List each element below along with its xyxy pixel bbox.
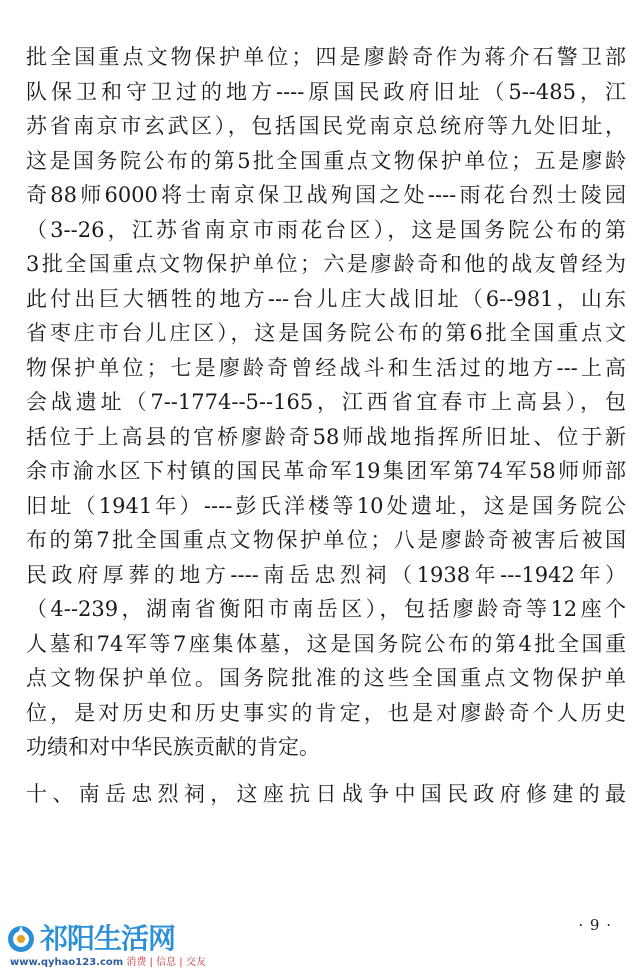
text-line-6: （3--26，江苏省南京市雨花台区），这是国务院公布的第 — [26, 217, 626, 242]
text-line-10: 物保护单位；七是廖龄奇曾经战斗和生活过的地方---上高 — [26, 355, 626, 380]
text-line-19: 点文物保护单位。国务院批准的这些全国重点文物保护单 — [26, 666, 626, 690]
text-line-4: 这是国务院公布的第5批全国重点文物保护单位；五是廖龄 — [26, 148, 626, 173]
text-line-12: 括位于上高县的官桥廖龄奇58师战地指挥所旧址、位于新 — [26, 424, 626, 449]
text-line-14: 旧址（1941年）----彭氏洋楼等10处遗址，这是国务院公 — [26, 493, 626, 518]
text-line-1: 批全国重点文物保护单位；四是廖龄奇作为蒋介石警卫部 — [26, 45, 626, 69]
watermark-logo-icon — [6, 924, 36, 954]
text-line-16: 民政府厚葬的地方----南岳忠烈祠（1938年---1942年） — [26, 562, 626, 587]
watermark-tagline — [10, 956, 226, 970]
text-line-7: 3批全国重点文物保护单位；六是廖龄奇和他的战友曾经为 — [26, 252, 626, 276]
text-line-11: 会战遗址（7--1774--5--165，江西省宜春市上高县），包 — [26, 390, 626, 414]
text-line-2: 队保卫和守卫过的地方----原国民政府旧址（5--485，江 — [26, 79, 626, 104]
text-line-8: 此付出巨大牺牲的地方---台儿庄大战旧址（6--981，山东 — [26, 286, 626, 311]
text-line-20: 位，是对历史和历史事实的肯定，也是对廖龄奇个人历史 — [26, 700, 626, 725]
watermark-brand: 祁阳生活网 — [40, 922, 176, 955]
text-line-13: 余市渝水区下村镇的国民革命军19集团军第74军58师师部 — [26, 459, 626, 483]
text-line-5: 奇88师6000将士南京保卫战殉国之处----雨花台烈士陵园 — [26, 183, 626, 207]
text-line-3: 苏省南京市玄武区），包括国民党南京总统府等九处旧址， — [26, 114, 626, 138]
text-line-21: 功绩和对中华民族贡献的肯定。 — [26, 735, 320, 759]
text-line-9: 省枣庄市台儿庄区），这是国务院公布的第6批全国重点文 — [26, 321, 626, 345]
section-heading: 十、南岳忠烈祠，这座抗日战争中国民政府修建的最 — [26, 781, 626, 806]
text-line-18: 人墓和74军等7座集体墓，这是国务院公布的第4批全国重 — [26, 631, 626, 656]
text-line-15: 布的第7批全国重点文物保护单位；八是廖龄奇被害后被国 — [26, 528, 626, 552]
watermark-brand-row — [6, 922, 226, 956]
body-text — [26, 40, 626, 811]
page-number: · 9 · — [578, 916, 612, 934]
text-line-17: （4--239，湖南省衡阳市南岳区），包括廖龄奇等12座个 — [26, 597, 626, 621]
watermark-url: www.qyhao123.com — [10, 957, 124, 968]
watermark-tags: 消费 | 信息 | 交友 — [126, 957, 206, 968]
site-watermark — [6, 922, 226, 974]
